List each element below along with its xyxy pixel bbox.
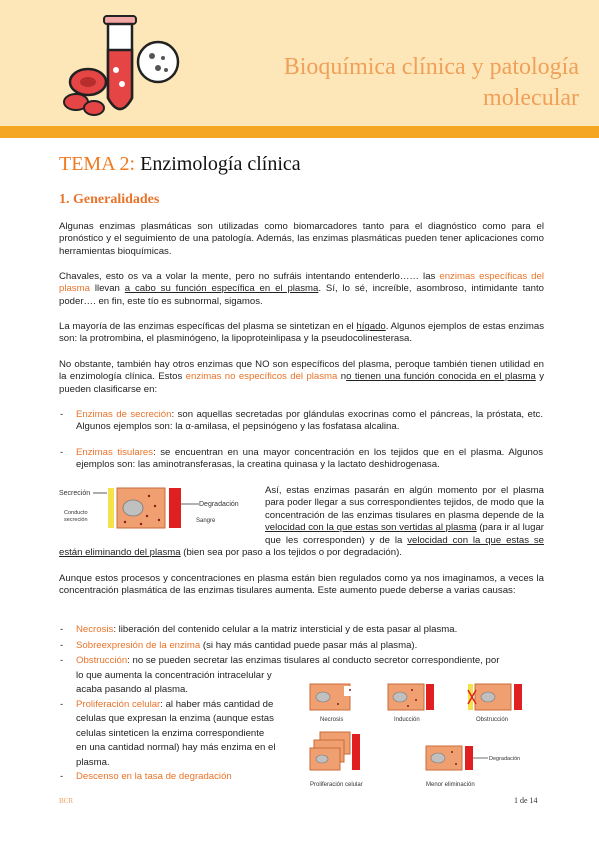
li-text: : liberación del contenido celular a la matriz intersticial y de esta pasar al plasma. xyxy=(113,624,458,635)
p2-b: enzimas específicas del plasma xyxy=(59,271,544,295)
p5-b: velocidad con la que estas son vertidas al plasma xyxy=(265,522,477,534)
fig1-sangre: Sangre xyxy=(196,518,216,524)
fig2-proliferacion: Proliferación celular xyxy=(310,782,363,788)
fig1-degradacion: Degradación xyxy=(199,501,239,508)
p3-b: hígado xyxy=(356,321,386,332)
list-item: - Enzimas tisulares: se encuentran en una mayor concentración en los tejidos que en el plasma. Algunos ejemplos son: las aminotransferasas, la creatina quinasa y la lactato deshidrogenasa. xyxy=(60,447,543,471)
course-title-line2: molecular xyxy=(483,85,579,111)
list-item: - Proliferación celular: al haber más cantidad de xyxy=(60,699,274,710)
tema-title: Enzimología clínica xyxy=(140,153,301,175)
fig2-menor: Menor eliminación xyxy=(426,782,475,788)
tema-label: TEMA 2: xyxy=(59,153,136,175)
li-term: Enzimas de secreción xyxy=(76,409,172,420)
course-title xyxy=(199,52,579,114)
p2-d: a cabo su función específica en el plasma xyxy=(124,283,319,295)
footer-initials: BCR xyxy=(59,797,74,805)
fig2-induccion: Inducción xyxy=(394,717,420,723)
list-item-cont: acaba pasando al plasma. xyxy=(76,684,189,695)
fig2-necrosis: Necrosis xyxy=(320,717,344,723)
fig1-secrecion: Secreción xyxy=(59,490,91,497)
list-item: - Necrosis: liberación del contenido celular a la matriz intersticial y de esta pasar al plasma. xyxy=(60,624,458,635)
list-item: - Descenso en la tasa de degradación xyxy=(60,771,232,782)
fig2-degradacion: Degradación xyxy=(489,756,521,762)
causes-diagram xyxy=(308,676,548,796)
p4-e: y pueden clasificarse en: xyxy=(59,371,545,395)
p2-c: llevan xyxy=(89,283,125,295)
p3-a: La mayoría de las enzimas específicas del plasma se sintetizan en el xyxy=(59,321,357,332)
list-item: - Sobreexpresión de la enzima (si hay más cantidad puede pasar más al plasma). xyxy=(60,640,418,651)
li-term: Proliferación celular xyxy=(76,699,161,710)
list-item-cont: celulas sinteticen la enzima correspondiente xyxy=(76,728,265,739)
p4-b: enzimas no específicos del plasma xyxy=(185,371,338,383)
li-text: : se encuentran en una mayor concentración en los tejidos que en el plasma. Algunos ejemplos son: las aminotransferasas, la creatina quinasa y la lactato deshidrogenasa. xyxy=(76,447,543,471)
p5-c: (para ir al lugar que les corresponden) y de la xyxy=(265,522,545,546)
paragraph-5 xyxy=(59,485,544,559)
li-text: : son aquellas secretadas por glándulas exocrinas como el páncreas, la próstata, etc. Algunos ejemplos son: la α-amilasa, el pepsinógeno y las fosfatasa alcalina. xyxy=(76,409,543,433)
page-number: 1 de 14 xyxy=(514,796,538,805)
p2-a: Chavales, esto os va a volar la mente, pero no sufráis intentando entenderlo…… las xyxy=(59,271,440,282)
fig1-secrecion2: secreción xyxy=(64,517,88,523)
fig2-obstruccion: Obstrucción xyxy=(476,717,509,723)
li-text: (si hay más cantidad puede pasar más al plasma). xyxy=(200,640,418,651)
li-term: Obstrucción xyxy=(76,655,128,666)
course-title-line1: Bioquímica clínica y patología xyxy=(283,54,579,80)
header-divider xyxy=(0,126,599,138)
page-title xyxy=(59,153,301,176)
paragraph-1: Algunas enzimas plasmáticas son utilizadas como biomarcadores tanto para el diagnóstico como para el pronóstico y el seguimiento de una patología. Además, las enzimas plasmáticas pueden tener aplicaciones como herramientas bioquímicas. xyxy=(59,221,544,257)
list-item-cont: celulas que expresan la enzima (aunque estas xyxy=(76,713,274,724)
li-term: Necrosis xyxy=(76,624,114,635)
li-term: Enzimas tisulares xyxy=(76,447,154,458)
p2-e: . Sí, lo sé, increíble, asombroso, intimidante tanto poder…. en fin, este tío es subnormal, sigamos. xyxy=(59,283,544,307)
p3-c: . Algunos ejemplos de estas enzimas son: la protrombina, el plasminógeno, la lipoproteinlipasa y la pseudocolinesterasa. xyxy=(59,321,544,345)
p5-a: Así, estas enzimas pasarán en algún momento por el plasma para poder llegar a sus correspondientes tejidos, de modo que la concentración de las enzimas tisulares en plasma depende de la xyxy=(265,485,544,521)
li-term: Sobreexpresión de la enzima xyxy=(76,640,201,651)
p5-e: (bien sea por paso a los tejidos o por degradación). xyxy=(180,547,402,559)
list-item: - Obstrucción: no se pueden secretar las enzimas tisulares al conducto secretor correspondiente, por xyxy=(60,655,500,666)
li-text: : al haber más cantidad de xyxy=(160,699,274,710)
p4-a: No obstante, también hay otros enzimas que NO son específicos del plasma, peroque también tienen utilidad en la enzimología clínica. Estos xyxy=(59,359,544,383)
lab-logo-icon xyxy=(58,10,186,126)
p4-d: o tienen una función conocida en el plasma xyxy=(346,371,536,383)
fig1-conducto: Conducto xyxy=(64,510,88,516)
section-heading: 1. Generalidades xyxy=(59,192,160,207)
list-item: - Enzimas de secreción: son aquellas secretadas por glándulas exocrinas como el páncreas, la próstata, etc. Algunos ejemplos son: la α-amilasa, el pepsinógeno y las fosfatasa alcalina. xyxy=(60,409,543,433)
li-term: Descenso en la tasa de degradación xyxy=(76,771,232,782)
paragraph-2 xyxy=(59,271,544,308)
list-item-cont: lo que aumenta la concentración intracelular y xyxy=(76,670,272,681)
fig1-spacer xyxy=(59,485,265,535)
li-text: : no se pueden secretar las enzimas tisulares al conducto secretor correspondiente, por xyxy=(127,655,500,666)
p4-c: n xyxy=(337,371,347,383)
paragraph-6: Aunque estos procesos y concentraciones en plasma están bien regulados como ya nos imaginamos, a veces la concentración plasmática de las enzimas tisulares aumenta. Este aumento puede deberse a varias causas: xyxy=(59,573,544,597)
p5-d: velocidad con la que estas se están eliminando del plasma xyxy=(59,534,544,559)
list-item-cont: en una cantidad normal) hay más enzima en el xyxy=(76,742,276,753)
paragraph-3 xyxy=(59,321,544,346)
list-item-cont: plasma. xyxy=(76,757,110,768)
paragraph-4 xyxy=(59,359,544,396)
